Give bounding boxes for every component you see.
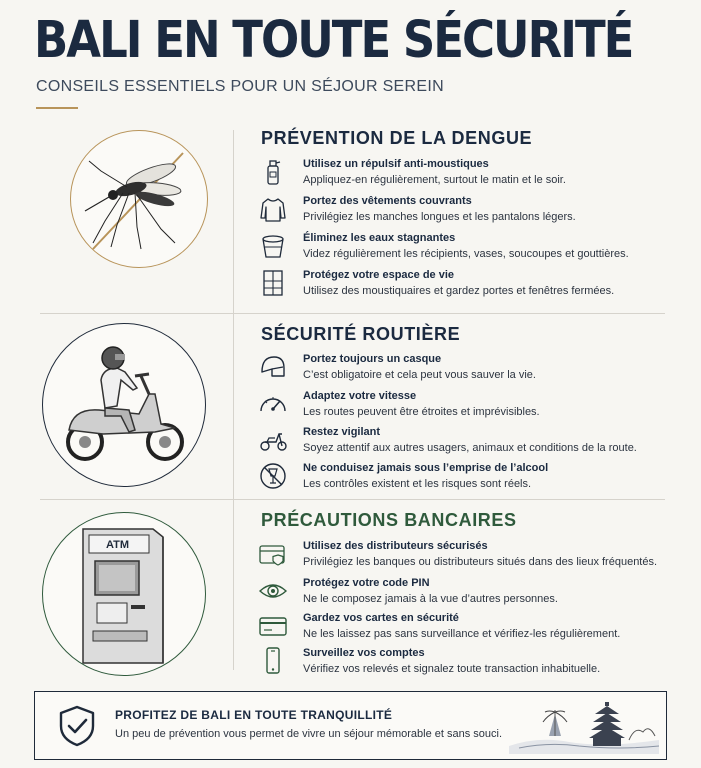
bank-item-cards <box>258 611 678 645</box>
road-item-vigilant <box>258 425 678 459</box>
road-item-speed <box>258 389 678 423</box>
bank-item-text: Ne les laissez pas sans surveillance et vérifiez-les régulièrement. <box>303 628 621 640</box>
dengue-item-heading: Éliminez les eaux stagnantes <box>303 232 456 244</box>
footer-text: Un peu de prévention vous permet de vivre un séjour mémorable et sans souci. <box>115 728 503 740</box>
helmet-icon <box>258 352 288 382</box>
dengue-item-heading: Utilisez un répulsif anti-moustiques <box>303 158 489 170</box>
page-subtitle: CONSEILS ESSENTIELS POUR UN SÉJOUR SEREIN <box>36 78 444 95</box>
bank-item-heading: Gardez vos cartes en sécurité <box>303 612 459 624</box>
dengue-item-home <box>258 268 678 302</box>
shield-check-icon <box>57 704 97 748</box>
road-item-text: Les contrôles existent et les risques sont réels. <box>303 478 532 490</box>
page-title: BALI EN TOUTE SÉCURITÉ <box>34 10 633 70</box>
credit-card-icon <box>258 611 288 641</box>
road-item-text: Soyez attentif aux autres usagers, animaux et conditions de la route. <box>303 442 637 454</box>
bank-item-atm <box>258 539 678 573</box>
atm-illustration <box>42 512 206 676</box>
dengue-item-repellent <box>258 157 678 191</box>
section-title-dengue: PRÉVENTION DE LA DENGUE <box>261 128 533 148</box>
long-sleeve-shirt-icon <box>258 194 288 224</box>
dengue-item-heading: Portez des vêtements couvrants <box>303 195 472 207</box>
speedometer-icon <box>258 389 288 419</box>
bank-item-text: Vérifiez vos relevés et signalez toute transaction inhabituelle. <box>303 663 601 675</box>
bank-item-text: Ne le composez jamais à la vue d’autres personnes. <box>303 593 558 605</box>
road-item-alcohol <box>258 461 678 495</box>
scooter-rider-illustration <box>42 323 206 487</box>
dengue-item-water <box>258 231 678 265</box>
dengue-item-text: Appliquez-en régulièrement, surtout le matin et le soir. <box>303 174 566 186</box>
dengue-item-clothing <box>258 194 678 228</box>
dengue-item-heading: Protégez votre espace de vie <box>303 269 455 281</box>
bank-item-text: Privilégiez les banques ou distributeurs situés dans des lieux fréquentés. <box>303 556 658 568</box>
road-item-text: Les routes peuvent être étroites et imprévisibles. <box>303 406 540 418</box>
section-title-road: SÉCURITÉ ROUTIÈRE <box>261 324 461 344</box>
dengue-item-text: Utilisez des moustiquaires et gardez portes et fenêtres fermées. <box>303 285 615 297</box>
scooter-icon <box>258 425 288 455</box>
atm-label: ATM <box>106 539 130 551</box>
road-item-heading: Adaptez votre vitesse <box>303 390 417 402</box>
section-divider-1 <box>40 313 665 314</box>
vertical-divider <box>233 130 234 670</box>
road-item-heading: Ne conduisez jamais sous l’emprise de l’alcool <box>303 462 549 474</box>
road-item-heading: Portez toujours un casque <box>303 353 442 365</box>
section-divider-2 <box>40 499 665 500</box>
road-item-helmet <box>258 352 678 386</box>
footer-banner <box>34 691 667 760</box>
title-underline <box>36 107 78 109</box>
smartphone-icon <box>258 646 288 676</box>
dengue-item-text: Privilégiez les manches longues et les pantalons légers. <box>303 211 576 223</box>
mosquito-illustration <box>70 130 208 268</box>
secure-atm-icon <box>258 539 288 569</box>
bank-item-pin <box>258 576 678 610</box>
temple-landscape-illustration <box>509 696 659 754</box>
no-alcohol-icon <box>258 461 288 491</box>
road-item-text: C’est obligatoire et cela peut vous sauver la vie. <box>303 369 536 381</box>
bucket-icon <box>258 231 288 261</box>
repellent-spray-icon <box>258 157 288 187</box>
bank-item-accounts <box>258 646 678 680</box>
eye-icon <box>258 576 288 606</box>
dengue-item-text: Videz régulièrement les récipients, vases, soucoupes et gouttières. <box>303 248 629 260</box>
window-icon <box>258 268 288 298</box>
footer-heading: PROFITEZ DE BALI EN TOUTE TRANQUILLITÉ <box>115 708 393 722</box>
road-item-heading: Restez vigilant <box>303 426 381 438</box>
bank-item-heading: Protégez votre code PIN <box>303 577 430 589</box>
bank-item-heading: Utilisez des distributeurs sécurisés <box>303 540 488 552</box>
bank-item-heading: Surveillez vos comptes <box>303 647 425 659</box>
section-title-banking: PRÉCAUTIONS BANCAIRES <box>261 510 517 530</box>
